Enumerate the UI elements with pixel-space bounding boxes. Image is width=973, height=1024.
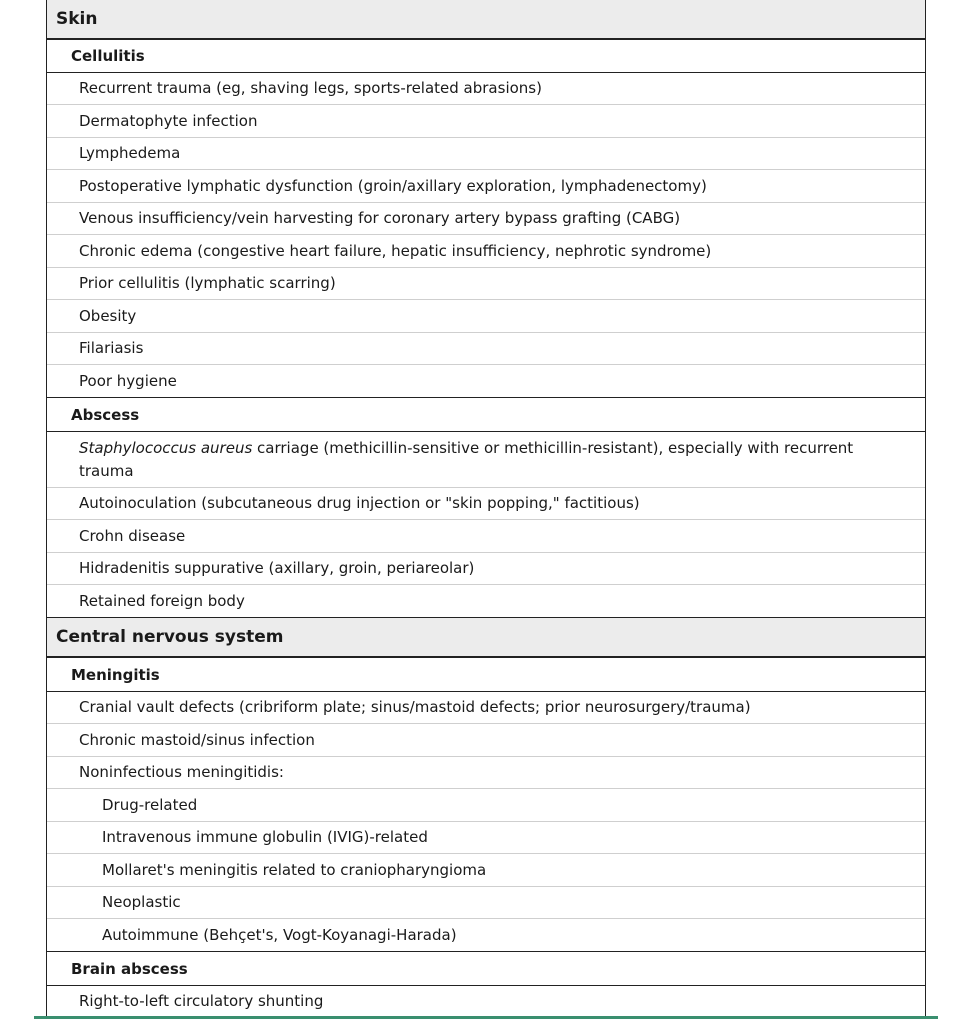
table-row	[47, 333, 925, 365]
table-row	[47, 365, 925, 398]
table-row	[47, 203, 925, 235]
row-text: Neoplastic	[102, 893, 181, 911]
subsection-title: Meningitis	[71, 665, 160, 684]
table-row	[47, 520, 925, 553]
table-row	[47, 757, 925, 789]
row-text: Crohn disease	[79, 526, 186, 545]
subsection-title: Brain abscess	[71, 959, 188, 978]
section-title: Skin	[56, 9, 98, 29]
subsection-header-meningitis	[47, 658, 925, 692]
table-row	[47, 692, 925, 724]
row-text: Lymphedema	[79, 144, 181, 162]
table-row-nested	[47, 789, 925, 822]
row-text: Venous insufficiency/vein harvesting for coronary artery bypass grafting (CABG)	[79, 209, 681, 227]
row-text: Retained foreign body	[79, 591, 245, 610]
row-text: Chronic mastoid/sinus infection	[79, 730, 315, 749]
subsection-header-brain-abscess	[47, 952, 925, 986]
table-row-nested	[47, 822, 925, 854]
row-text: Dermatophyte infection	[79, 111, 258, 130]
row-text: Postoperative lymphatic dysfunction (groin/axillary exploration, lymphadenectomy)	[79, 176, 707, 195]
table-row	[47, 585, 925, 618]
table-row	[47, 432, 925, 488]
table-row	[47, 553, 925, 585]
row-text: Noninfectious meningitidis:	[79, 763, 284, 781]
subsection-header-abscess	[47, 398, 925, 432]
row-text: Chronic edema (congestive heart failure, hepatic insufficiency, nephrotic syndrome)	[79, 241, 712, 260]
table-row-nested	[47, 919, 925, 952]
row-text: Mollaret's meningitis related to craniopharyngioma	[102, 860, 487, 879]
table-row	[47, 724, 925, 757]
row-text: Autoinoculation (subcutaneous drug injection or "skin popping," factitious)	[79, 494, 640, 512]
row-text: Recurrent trauma (eg, shaving legs, sports-related abrasions)	[79, 79, 542, 97]
table-row	[47, 488, 925, 520]
table-row	[47, 268, 925, 300]
row-text: Right-to-left circulatory shunting	[79, 992, 324, 1010]
row-text: Drug-related	[102, 795, 198, 814]
row-text: Filariasis	[79, 339, 144, 357]
section-title: Central nervous system	[56, 627, 284, 647]
table-row	[47, 235, 925, 268]
table-row	[47, 300, 925, 333]
table-row	[47, 105, 925, 138]
risk-factor-table	[46, 0, 926, 1018]
row-text: Obesity	[79, 306, 137, 325]
row-text: Cranial vault defects (cribriform plate; sinus/mastoid defects; prior neurosurgery/trauma)	[79, 698, 751, 716]
row-text	[79, 437, 895, 483]
table-row-nested	[47, 887, 925, 919]
row-text: Poor hygiene	[79, 371, 177, 390]
row-text-rest: carriage (methicillin-sensitive or methicillin-resistant), especially with recurrent trauma	[79, 439, 854, 480]
row-text: Autoimmune (Behçet's, Vogt-Koyanagi-Harada)	[102, 925, 457, 944]
row-text: Intravenous immune globulin (IVIG)-related	[102, 828, 428, 846]
subsection-title: Abscess	[71, 405, 140, 424]
table-row	[47, 986, 925, 1018]
table-row-nested	[47, 854, 925, 887]
table-row	[47, 73, 925, 105]
table-row	[47, 138, 925, 170]
row-text: Prior cellulitis (lymphatic scarring)	[79, 274, 336, 292]
row-text: Hidradenitis suppurative (axillary, groin, periareolar)	[79, 559, 475, 577]
organism-name: Staphylococcus aureus	[79, 439, 253, 457]
subsection-header-cellulitis	[47, 40, 925, 73]
footer-divider	[34, 1016, 938, 1019]
section-header-skin	[47, 0, 925, 40]
table-row	[47, 170, 925, 203]
subsection-title: Cellulitis	[71, 47, 145, 65]
section-header-cns	[47, 618, 925, 658]
